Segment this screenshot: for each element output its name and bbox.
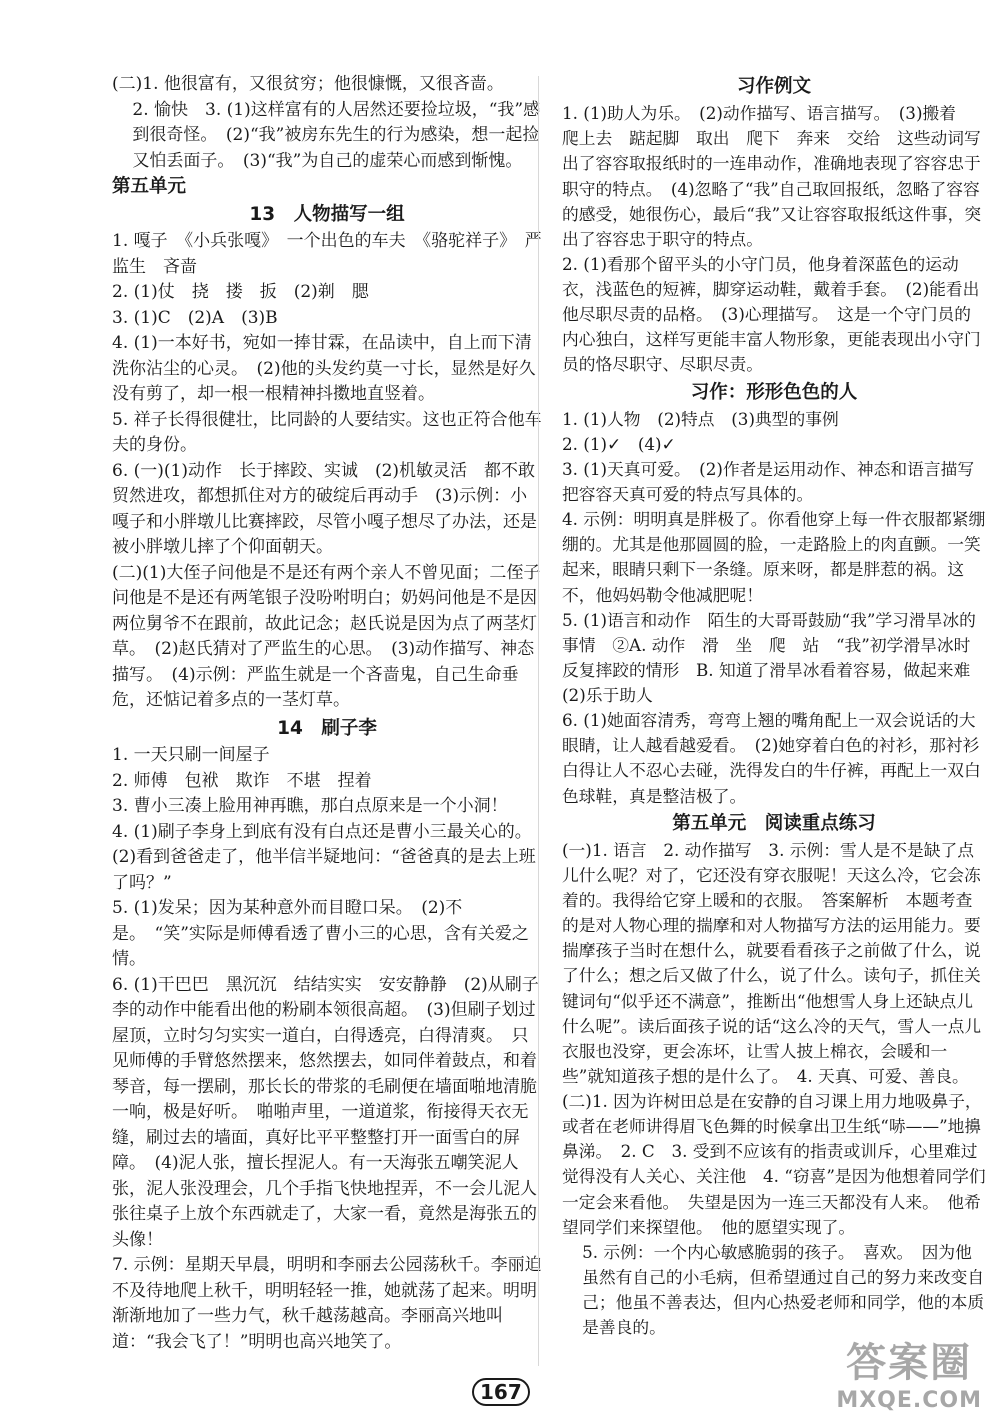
answer-item: (一)1. 语言 2. 动作描写 3. 示例：雪人是不是缺了点儿什么呢？对了，它还没有穿衣服呢！天这么冷，它会冻着的。我得给它穿上暖和的衣服。 答案解析 本题考查的是对人物心理的揣摩和对人物描写方法的运用能力。要揣摩孩子当时在想什么，就要看看孩子之前做了什么，说了什么；想之后又做了什么，说了什么。读句子，抓住关键词句“似乎还不满意”，推断出“他想雪人身上还缺点儿什么呢”。读后面孩子说的话“这么冷的天气，雪人一点儿衣服也没穿，更会冻坏，让雪人披上棉衣，会暖和一些”就知道孩子想的是什么了。 4. 天真、可爱、善良。 <box>562 839 982 1086</box>
right-column <box>562 72 995 1340</box>
answer-item: 5. 示例：一个内心敏感脆弱的孩子。 喜欢。 因为他虽然有自己的小毛病，但希望通过自己的努力来改变自己；他虽不善表达，但内心热爱老师和同学，他的本质是善良的。 <box>582 1241 985 1338</box>
watermark-logo <box>836 1331 982 1413</box>
answer-item: 2. (1)✓ (4)✓ <box>562 433 676 454</box>
answer-item: 6. (1)她面容清秀，弯弯上翘的嘴角配上一双会说话的大眼睛，让人越看越爱看。 (2)她穿着白色的衬衫，那衬衫白得让人不忍心去碰，洗得发白的牛仔裤，再配上一双白色球鞋，真是整洁极了。 <box>562 710 981 806</box>
answer-item: 2. (1)仗 挠 搂 扳 (2)剃 腮 <box>112 282 369 302</box>
answer-item: 3. (1)C (2)A (3)B <box>112 307 278 328</box>
answer-item: 2. (1)看那个留平头的小守门员，他身着深蓝色的运动衣，浅蓝色的短裤，脚穿运动鞋，戴着手套。 (2)能看出他尽职尽责的品格。 (3)心理描写。 这是一个守门员的内心独白，这样写更能丰富人物形象，更能表现出小守门员的恪尽职守、尽职尽责。 <box>562 253 981 375</box>
answer-item: 3. 曹小三凑上脸用神再瞧，那白点原来是一个小洞！ <box>112 796 508 816</box>
answer-item: 1. (1)人物 (2)特点 (3)典型的事例 <box>562 408 839 429</box>
section-heading: 习作例文 <box>736 76 811 97</box>
section-heading: 13 人物描写一组 <box>249 203 405 225</box>
answer-item: 7. 示例：星期天早晨，明明和李丽去公园荡秋千。李丽迫不及待地爬上秋千，明明轻轻一推，她就荡了起来。明明渐渐地加了一些力气，秋千越荡越高。李丽高兴地叫道：“我会飞了！”明明也高兴地笑了。 <box>112 1255 542 1352</box>
section-heading: 14 刷子李 <box>277 717 377 739</box>
answer-item: 5. 祥子长得很健壮，比同龄的人要结实。这也正符合他车夫的身份。 <box>112 409 542 455</box>
answer-item: 1. 嘎子 《小兵张嘎》 一个出色的车夫 《骆驼祥子》 严监生 吝啬 <box>112 231 542 277</box>
column-divider <box>538 76 539 1366</box>
answer-item: 4. (1)刷子李身上到底有没有白点还是曹小三最关心的。 (2)看到爸爸走了，他半信半疑地问：“爸爸真的是去上班了吗？” <box>112 821 541 893</box>
unit-heading: 第五单元 <box>112 176 187 197</box>
answer-item: (二)(1)大侄子问他是不是还有两个亲人不曾见面；二侄子问他是不是还有两笔银子没吩咐明白；奶妈问他是不是因两位舅爷不在跟前，故此记念；赵氏说是因为点了两茎灯草。 (2)赵氏猜对了严监生的心思。 (3)动作描写、神态描写。 (4)示例：严监生就是一个吝啬鬼，自己生命垂危，还惦记着多点的一茎灯草。 <box>112 562 541 710</box>
section-heading: 习作：形形色色的人 <box>690 381 858 403</box>
answer-item: 1. (1)助人为乐。 (2)动作描写、语言描写。 (3)搬着 爬上去 踮起脚 取出 爬下 奔来 交给 这些动词写出了容容取报纸时的一连串动作，准确地表现了容容忠于职守的特点。 (4)忽略了“我”自己取回报纸，忽略了容容的感受，她很伤心，最后“我”又让容容取报纸这件事，突出了容容忠于职守的特点。 <box>562 103 982 249</box>
answer-item: 6. (一)(1)动作 长于摔跤、实诚 (2)机敏灵活 都不敢贸然进攻，都想抓住对方的破绽后再动手 (3)示例：小嘎子和小胖墩儿比赛摔跤，尽管小嘎子想尽了办法，还是被小胖墩儿摔了个仰面朝天。 <box>112 460 537 557</box>
watermark-url: MXQE.COM <box>836 1388 982 1413</box>
page-number: 167 <box>472 1378 530 1406</box>
left-column <box>112 72 542 1355</box>
answer-item: 1. 一天只刷一间屋子 <box>112 745 270 765</box>
answer-item: (二)1. 他很富有，又很贫穷；他很慷慨，又很吝啬。 <box>112 74 504 94</box>
answer-item: 4. (1)一本好书，宛如一捧甘霖，在品读中，自上而下清洗你沾尘的心灵。 (2)他的头发约莫一寸长，显然是好久没有剪了，却一根一根精神抖擞地直竖着。 <box>112 333 536 404</box>
answer-item: 2. 愉快 3. (1)这样富有的人居然还要捡垃圾，“我”感到很奇怪。 (2)“我”被房东先生的行为感染，想一起捡又怕丢面子。 (3)“我”为自己的虚荣心而感到惭愧。 <box>132 99 541 171</box>
answer-item: (二)1. 因为许树田总是在安静的自习课上用力地吸鼻子，或者在老师讲得眉飞色舞的时候拿出卫生纸“哧——”地擤鼻涕。 2. C 3. 受到不应该有的指责或训斥，心里难过 觉得没有人关心、关注他 4. “窃喜”是因为他想着同学们一定会来看他。 失望是因为一连三天都没有人来。 他希望同学们来探望他。 他的愿望实现了。 <box>562 1091 995 1237</box>
answer-item: 5. (1)语言和动作 陌生的大哥哥鼓励“我”学习滑旱冰的事情 ②A. 动作 滑 坐 爬 站 “我”初学滑旱冰时反复摔跤的情形 B. 知道了滑旱冰看着容易，做起来难 (2)乐于助人 <box>562 609 987 705</box>
answer-item: 4. 示例：明明真是胖极了。你看他穿上每一件衣服都紧绷绷的。尤其是他那圆圆的脸，一走路脸上的肉直颤。一笑起来，眼睛只剩下一条缝。原来呀，都是胖惹的祸。这不，他妈妈勒令他减肥呢！ <box>562 509 986 605</box>
answer-item: 2. 师傅 包袱 欺诈 不堪 捏着 <box>112 770 372 791</box>
answer-item: 6. (1)干巴巴 黑沉沉 结结实实 安安静静 (2)从刷子李的动作中能看出他的粉刷本领很高超。 (3)但刷子划过屋顶，立时匀匀实实一道白，白得透亮，白得清爽。 只见师傅的手臂悠然摆来，悠然摆去，如同伴着鼓点，和着琴音，每一摆刷，那长长的带浆的毛刷便在墙面啪地清脆一响，极是好听。 啪啪声里，一道道浆，衔接得天衣无缝，刷过去的墙面，真好比平平整整打开一面雪白的屏障。 (4)泥人张，擅长捏泥人。有一天海张五嘲笑泥人张，泥人张没理会，几个手指飞快地捏弄，不一会儿泥人张往桌子上放个东西就走了，大家一看，竟然是海张五的头像！ <box>112 974 539 1250</box>
answer-item: 5. (1)发呆；因为某种意外而目瞪口呆。 (2)不是。 “笑”实际是师傅看透了曹小三的心思，含有关爱之情。 <box>112 898 529 969</box>
watermark-title: 答案圈 <box>846 1340 973 1386</box>
section-heading: 第五单元 阅读重点练习 <box>672 812 876 834</box>
answer-item: 3. (1)天真可爱。 (2)作者是运用动作、神态和语言描写把容容天真可爱的特点写具体的。 <box>562 458 975 504</box>
